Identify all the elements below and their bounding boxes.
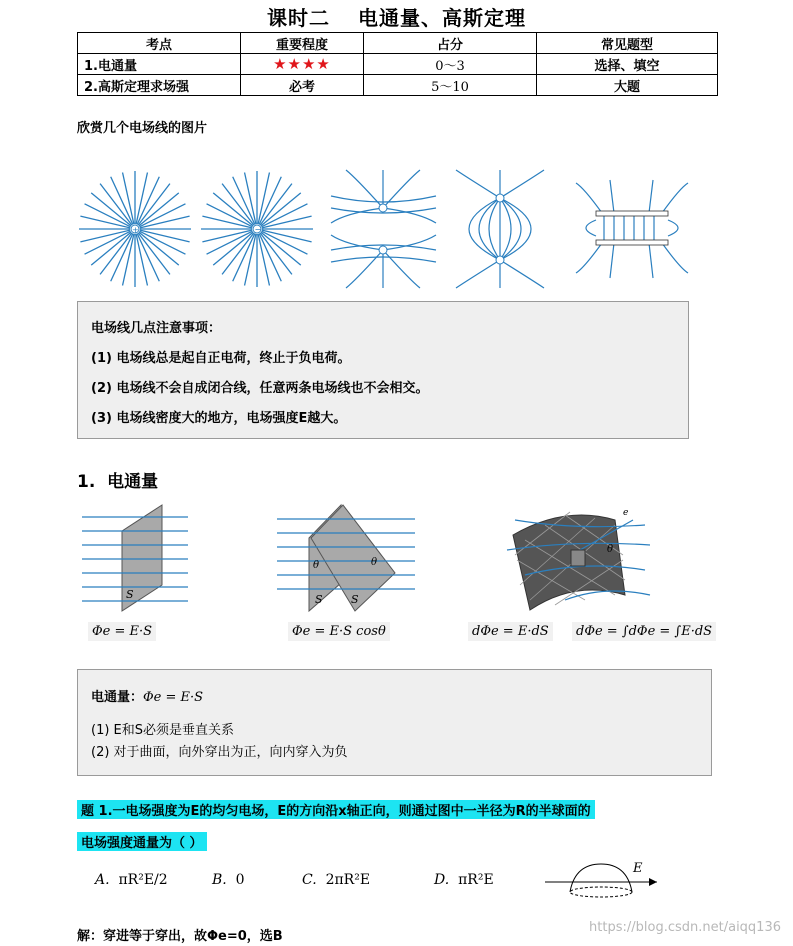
svg-text:−: − bbox=[254, 225, 262, 234]
option-b: B. 0 bbox=[212, 872, 245, 888]
flux-plane-angled-figure bbox=[275, 503, 420, 615]
flux-note bbox=[77, 669, 712, 776]
table-header: 重要程度 bbox=[241, 33, 364, 54]
option-a: A. πR²E/2 bbox=[95, 872, 168, 888]
table-row bbox=[78, 75, 718, 96]
table-cell-type: 选择、填空 bbox=[537, 54, 718, 75]
table-cell-score: 0～3 bbox=[364, 54, 537, 75]
flux-curved-surface-figure bbox=[505, 500, 655, 615]
svg-text:θ: θ bbox=[313, 560, 320, 571]
table-header: 常见题型 bbox=[537, 33, 718, 54]
hemisphere-figure bbox=[545, 858, 660, 908]
svg-text:θ: θ bbox=[607, 544, 614, 555]
negative-charge-field-figure bbox=[200, 168, 315, 290]
positive-charge-field-figure bbox=[78, 168, 193, 290]
svg-text:S: S bbox=[315, 593, 323, 606]
flux-formula-4: dΦe = ∫dΦe = ∫E·dS bbox=[572, 622, 716, 641]
field-lines-caption: 欣赏几个电场线的图片 bbox=[77, 121, 208, 136]
table-header: 考点 bbox=[78, 33, 241, 54]
svg-text:θ: θ bbox=[371, 557, 378, 568]
svg-text:+: + bbox=[132, 225, 139, 235]
opposite-charges-field-figure bbox=[448, 168, 563, 290]
option-c: C. 2πR²E bbox=[302, 872, 371, 888]
flux-note-item: (2) 对于曲面，向外穿出为正，向内穿入为负 bbox=[91, 745, 348, 760]
flux-note-item: (1) E和S必须是垂直关系 bbox=[91, 723, 235, 738]
table-cell-score: 5～10 bbox=[364, 75, 537, 96]
table-header: 占分 bbox=[364, 33, 537, 54]
field-line-figures bbox=[78, 168, 694, 290]
question-line-2: 电场强度通量为（ ） bbox=[77, 832, 207, 851]
label-S: S bbox=[126, 588, 134, 601]
option-d: D. πR²E bbox=[434, 872, 494, 888]
importance-stars: ★★★★ bbox=[241, 54, 364, 75]
flux-formula-3: dΦe = E·dS bbox=[468, 622, 553, 641]
note-item: (1) 电场线总是起自正电荷，终止于负电荷。 bbox=[91, 351, 351, 366]
flux-formula-1: Φe = E·S bbox=[88, 622, 156, 641]
flux-note-heading: 电通量：Φe = E·S bbox=[91, 690, 204, 705]
table-cell-type: 大题 bbox=[537, 75, 718, 96]
section-heading: 1. 电通量 bbox=[77, 472, 159, 492]
question-line-1: 题 1.一电场强度为E的均匀电场，E的方向沿x轴正向，则通过图中一半径为R的半球面的 bbox=[77, 800, 595, 819]
like-charges-field-figure bbox=[326, 168, 441, 290]
topics-table bbox=[77, 32, 718, 96]
svg-text:e: e bbox=[623, 508, 629, 518]
notes-heading: 电场线几点注意事项： bbox=[91, 321, 222, 336]
svg-text:S: S bbox=[351, 593, 359, 606]
table-row bbox=[78, 54, 718, 75]
table-cell-importance: 必考 bbox=[241, 75, 364, 96]
note-item: (3) 电场线密度大的地方，电场强度E越大。 bbox=[91, 411, 347, 426]
watermark: https://blog.csdn.net/aiqq136 bbox=[589, 920, 781, 935]
answer: 解：穿进等于穿出，故Φe=0，选B bbox=[77, 929, 283, 944]
table-header-row bbox=[78, 33, 718, 54]
table-cell-topic: 1.电通量 bbox=[78, 54, 241, 75]
flux-formula-2: Φe = E·S cosθ bbox=[288, 622, 390, 641]
figure-label-E: E bbox=[633, 861, 643, 876]
table-cell-topic: 2.高斯定理求场强 bbox=[78, 75, 241, 96]
parallel-plates-field-figure bbox=[574, 168, 689, 290]
field-line-notes bbox=[77, 301, 689, 439]
page-title: 课时二 电通量、高斯定理 bbox=[267, 6, 526, 30]
note-item: (2) 电场线不会自成闭合线，任意两条电场线也不会相交。 bbox=[91, 381, 429, 396]
flux-plane-perpendicular-figure bbox=[80, 503, 190, 615]
